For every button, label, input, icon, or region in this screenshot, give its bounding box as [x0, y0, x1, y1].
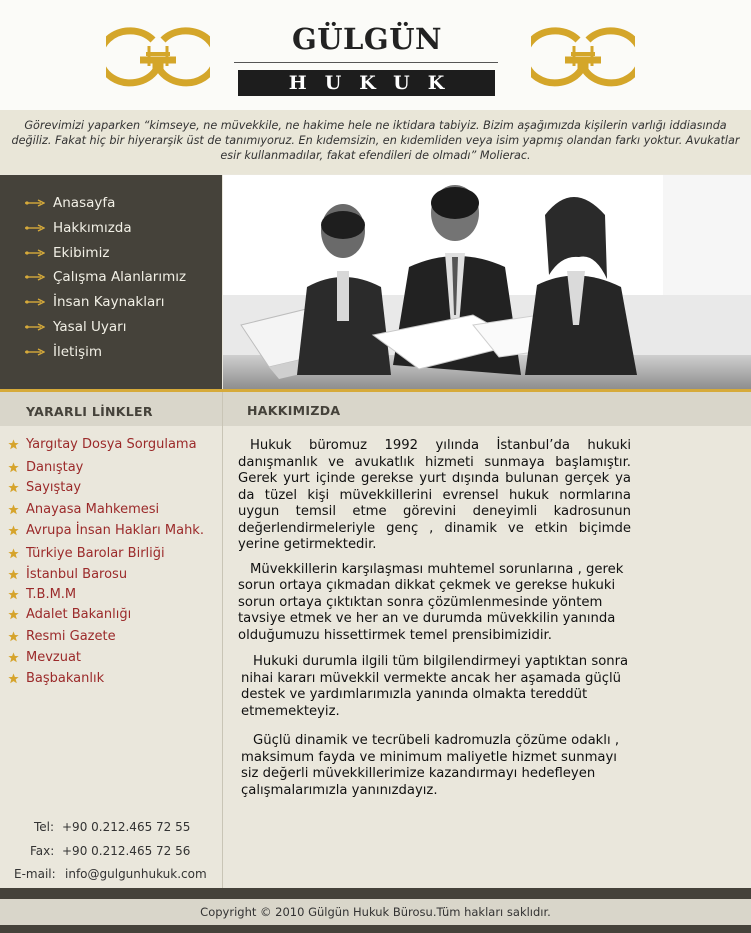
link-label: Başbakanlık: [26, 670, 105, 686]
header-quote: Görevimizi yaparken “kimseye, ne müvekkile, ne hakime hele ne iktidara tabiyiz. Bizim aşağımızda kişilerin varlığı iddiasında değiliz. Fakat hiç bir hiyerarşik üst de tanımıyoruz. En kıdemsizin, en kıdemliden veya isim yapmış olandan farkı yoktur. Avukatlar esir kullanmadılar, fakat efendileri de olmadı” Molierac.: [11, 119, 740, 162]
arrow-right-icon: [25, 348, 45, 356]
contact-fax-value: +90 0.212.465 72 56: [62, 844, 191, 858]
about-paragraph: Hukuki durumla ilgili tüm bilgilendirmeyi yaptıktan sonra nihai kararı müvekkil vermekte ancak her aşamada güçlü destek ve yardımlarımızla yanında olmakta tereddüt etmemekteyiz.: [241, 654, 629, 719]
link-istanbul-barosu[interactable]: [8, 565, 127, 583]
star-icon: [8, 504, 19, 515]
about-paragraph: Hukuk büromuz 1992 yılında İstanbul’da hukuki danışmanlık ve avukatlık hizmeti sunmaya başlamıştır. Gerek yurt içinde gerekse yurt dışında bulunan gerçek ya da tüzel kişi müvekkillerini evrensel hukuk normlarına uygun temsil etme görevini deneyimli kadrosunun değerlendirmeleriyle genç , dinamik ve etkin biçimde yerine getirmektedir.: [238, 438, 631, 552]
arrow-right-icon: [25, 273, 45, 281]
brand-divider: [234, 62, 498, 63]
arrow-right-icon: [25, 199, 45, 207]
nav-item-label: Hakkımızda: [53, 220, 132, 236]
logo-monogram-icon: [106, 24, 210, 90]
link-label: Anayasa Mahkemesi: [26, 501, 160, 517]
nav-item-insan-kaynaklari[interactable]: [25, 292, 165, 312]
column-divider: [222, 392, 223, 888]
nav-item-anasayfa[interactable]: [25, 193, 115, 213]
copyright-text: Copyright © 2010 Gülgün Hukuk Bürosu.Tüm hakları saklıdır.: [200, 905, 551, 919]
contact-fax-label: Fax:: [30, 844, 55, 858]
link-sayistay[interactable]: [8, 478, 81, 496]
link-adalet-bakanligi[interactable]: [8, 605, 131, 623]
link-label: Adalet Bakanlığı: [26, 606, 132, 622]
link-label: Resmi Gazete: [26, 628, 116, 644]
star-icon: [8, 589, 19, 600]
link-label: Sayıştay: [26, 479, 82, 495]
main-nav: [0, 175, 222, 389]
link-tbmm[interactable]: [8, 585, 76, 603]
star-icon: [8, 482, 19, 493]
link-barolar-birligi[interactable]: [8, 544, 165, 562]
link-anayasa-mahkemesi[interactable]: [8, 500, 159, 518]
star-icon: [8, 439, 19, 450]
logo-monogram-icon: [531, 24, 635, 90]
nav-item-label: Çalışma Alanlarımız: [53, 269, 187, 285]
arrow-right-icon: [25, 298, 45, 306]
link-label: T.B.M.M: [26, 586, 77, 602]
link-resmi-gazete[interactable]: [8, 627, 116, 645]
star-icon: [8, 569, 19, 580]
link-label: Yargıtay Dosya Sorgulama: [26, 436, 197, 452]
nav-item-label: Yasal Uyarı: [53, 319, 127, 335]
link-label: Avrupa İnsan Hakları Mahk.: [26, 522, 204, 538]
contact-email-label: E-mail:: [14, 867, 56, 881]
link-label: Mevzuat: [26, 649, 82, 665]
brand-name: GÜLGÜN: [291, 22, 442, 56]
star-icon: [8, 548, 19, 559]
link-danistay[interactable]: [8, 458, 83, 476]
link-mevzuat[interactable]: [8, 648, 81, 666]
nav-item-yasal-uyari[interactable]: [25, 317, 126, 337]
star-icon: [8, 525, 19, 536]
about-paragraph: Güçlü dinamik ve tecrübeli kadromuzla çözüme odaklı , maksimum fayda ve minimum maliyetle hizmet sunmayı siz değerli müvekkillerimize kazandırmayı hedefleyen çalışmalarımızla yanınızdayız.: [241, 733, 620, 798]
hero-photo: [223, 175, 751, 389]
link-label: İstanbul Barosu: [26, 566, 128, 582]
nav-item-hakkimizda[interactable]: [25, 218, 132, 238]
nav-item-label: Anasayfa: [53, 195, 116, 211]
nav-item-label: İnsan Kaynakları: [53, 294, 165, 310]
nav-item-calisma-alanlari[interactable]: [25, 267, 186, 287]
star-icon: [8, 462, 19, 473]
nav-item-ekibimiz[interactable]: [25, 243, 109, 263]
link-aihm[interactable]: [8, 521, 204, 539]
arrow-right-icon: [25, 224, 45, 232]
contact-tel-value: +90 0.212.465 72 55: [62, 820, 191, 834]
link-basbakanlik[interactable]: [8, 669, 104, 687]
star-icon: [8, 673, 19, 684]
contact-email-value[interactable]: info@gulgunhukuk.com: [65, 867, 207, 881]
footer-bottom-bar: [0, 925, 751, 933]
contact-tel-label: Tel:: [34, 820, 55, 834]
main-title: HAKKIMIZDA: [247, 403, 341, 418]
nav-item-iletisim[interactable]: [25, 342, 102, 362]
about-paragraph: Müvekkillerin karşılaşması muhtemel sorunlarına , gerek sorun ortaya çıkmadan dikkat çekmek ve gerekse hukuki sorun ortaya çıktıktan sonra çözümlenmesinde yöntem tavsiye etmek ve her an ve durumda müvekkilin yanında olduğumuzu hissettirmek temel prensibimizidir.: [238, 561, 624, 643]
link-yargitay[interactable]: [8, 435, 197, 453]
nav-item-label: Ekibimiz: [53, 245, 110, 261]
brand-subtitle: HUKUK: [238, 70, 495, 96]
star-icon: [8, 631, 19, 642]
arrow-right-icon: [25, 249, 45, 257]
link-label: Danıştay: [26, 459, 84, 475]
arrow-right-icon: [25, 323, 45, 331]
footer-top-bar: [0, 888, 751, 899]
link-label: Türkiye Barolar Birliği: [26, 545, 165, 561]
nav-item-label: İletişim: [53, 344, 103, 360]
about-content: [238, 438, 631, 799]
star-icon: [8, 609, 19, 620]
star-icon: [8, 652, 19, 663]
sidebar-title: YARARLI LİNKLER: [26, 404, 153, 419]
